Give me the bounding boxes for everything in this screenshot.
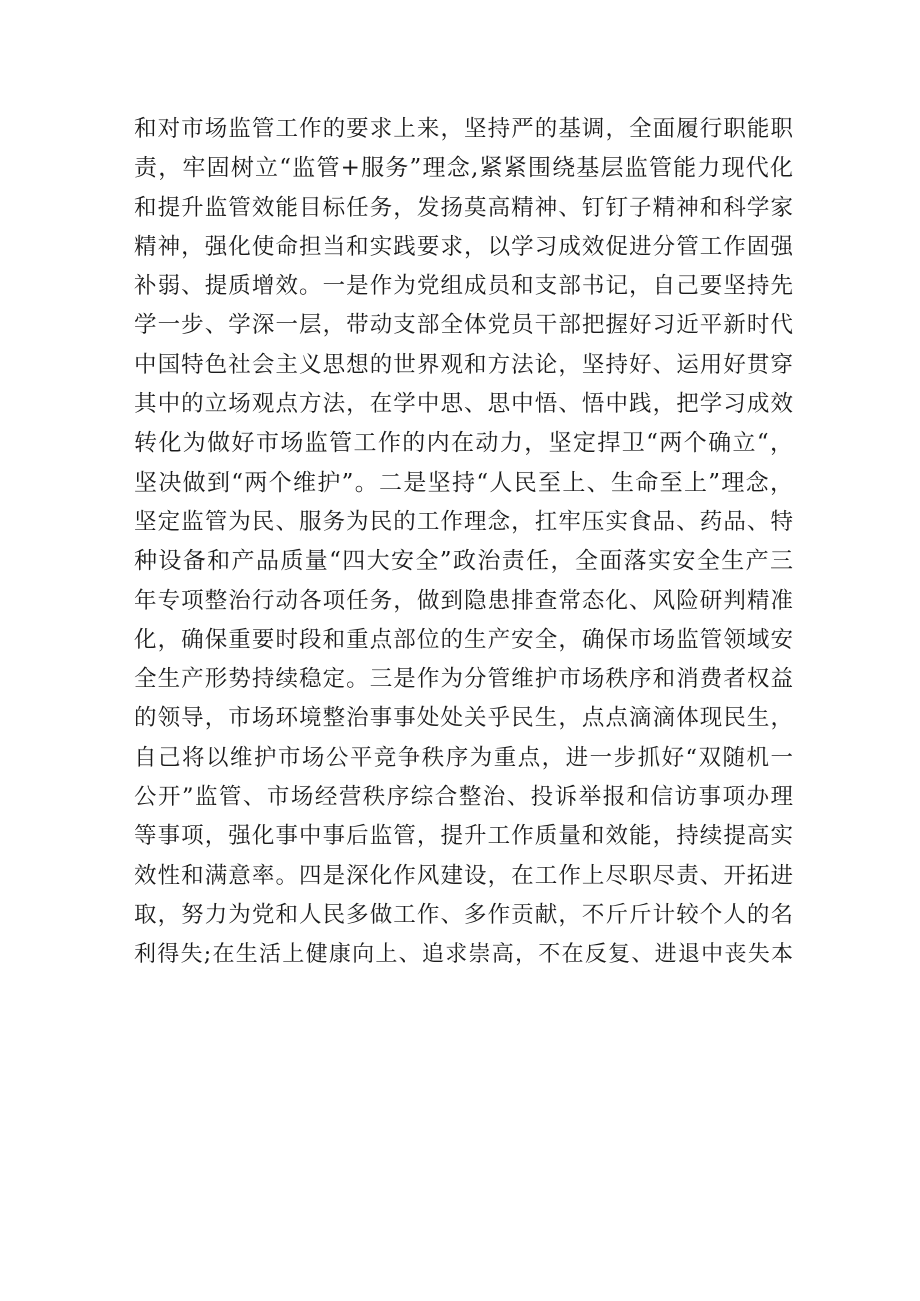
text-line-4: 精神，强化使命担当和实践要求，以学习成效促进分管工作固强 (134, 233, 794, 260)
text-line-11: 坚定监管为民、服务为民的工作理念，扛牢压实食品、药品、特 (134, 508, 794, 535)
text-line-14: 化，确保重要时段和重点部位的生产安全，确保市场监管领域安 (134, 626, 794, 653)
text-line-1: 和对市场监管工作的要求上来，坚持严的基调，全面履行职能职 (134, 116, 794, 142)
text-line-9: 转化为做好市场监管工作的内在动力，坚定捍卫“两个确立“， (134, 430, 794, 457)
text-line-21: 取，努力为党和人民多做工作、多作贡献，不斤斤计较个人的名 (134, 901, 794, 928)
text-line-3: 和提升监管效能目标任务，发扬莫高精神、钉钉子精神和科学家 (134, 194, 794, 221)
text-line-15: 全生产形势持续稳定。三是作为分管维护市场秩序和消费者权益 (134, 666, 794, 693)
text-line-5: 补弱、提质增效。一是作为党组成员和支部书记，自己要坚持先 (134, 273, 794, 300)
text-line-2: 责，牢固树立“监管+服务”理念,紧紧围绕基层监管能力现代化 (134, 155, 794, 182)
body-paragraph (134, 110, 794, 975)
text-line-20: 效性和满意率。四是深化作风建设，在工作上尽职尽责、开拓进 (134, 862, 794, 889)
text-line-22: 利得失;在生活上健康向上、追求崇高，不在反复、进退中丧失本 (134, 942, 794, 968)
text-line-19: 等事项，强化事中事后监管，提升工作质量和效能，持续提高实 (134, 823, 794, 850)
text-line-7: 中国特色社会主义思想的世界观和方法论，坚持好、运用好贯穿 (134, 351, 794, 378)
text-line-8: 其中的立场观点方法，在学中思、思中悟、悟中践，把学习成效 (134, 391, 794, 418)
text-line-6: 学一步、学深一层，带动支部全体党员干部把握好习近平新时代 (134, 312, 794, 339)
text-line-17: 自己将以维护市场公平竞争秩序为重点，进一步抓好“双随机一 (134, 744, 794, 771)
text-line-18: 公开”监管、市场经营秩序综合整治、投诉举报和信访事项办理 (134, 784, 794, 811)
text-line-16: 的领导，市场环境整治事事处处关乎民生，点点滴滴体现民生， (134, 705, 794, 732)
text-line-12: 种设备和产品质量“四大安全”政治责任，全面落实安全生产三 (134, 548, 794, 575)
text-line-13: 年专项整治行动各项任务，做到隐患排查常态化、风险研判精准 (134, 587, 794, 614)
text-line-10: 坚决做到“两个维护”。二是坚持“人民至上、生命至上”理念， (134, 469, 794, 496)
